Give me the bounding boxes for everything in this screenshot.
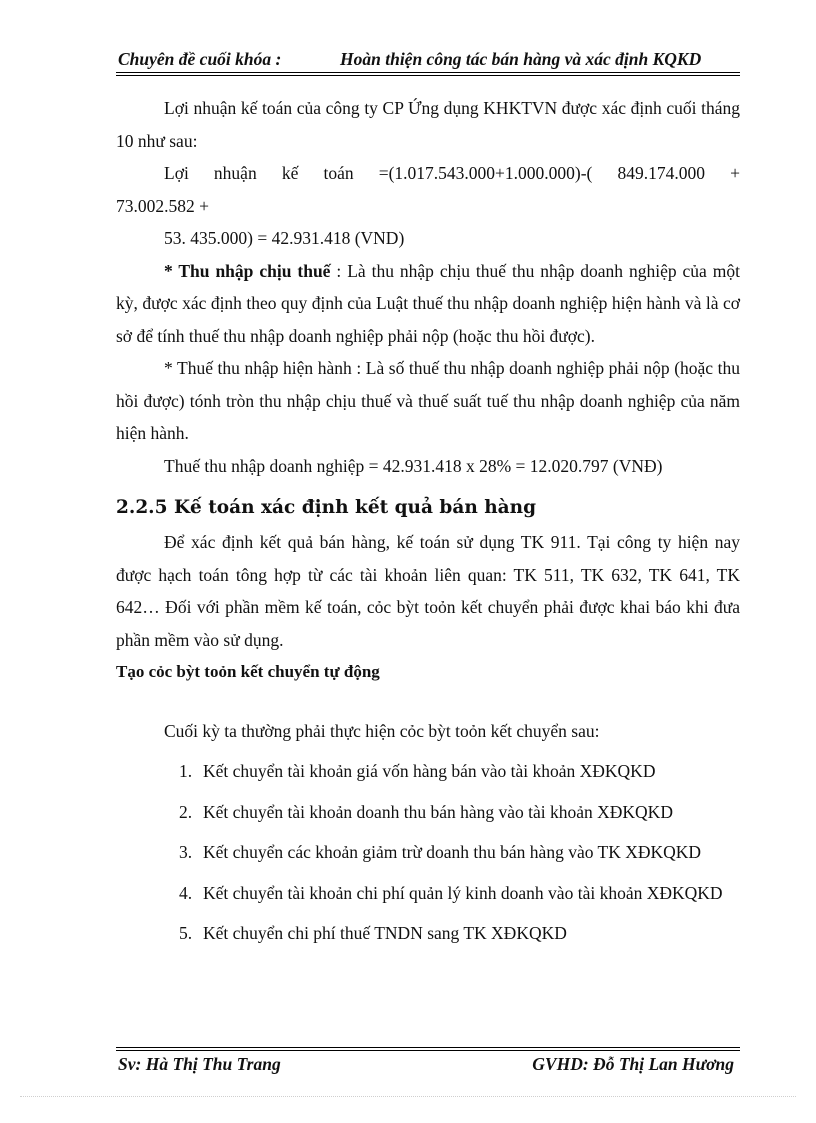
list-text: Kết chuyển tài khoản doanh thu bán hàng vào tài khoản XĐKQKD (203, 801, 673, 822)
list-text: Kết chuyển chi phí thuế TNDN sang TK XĐKQKD (203, 923, 567, 943)
header-rule (116, 72, 740, 73)
paragraph-profit-intro: Lợi nhuận kế toán của công ty CP Ứng dụng KHKTVN được xác định cuối tháng 10 như sau: (116, 98, 740, 151)
list-text: Kết chuyển các khoản giảm trừ doanh thu bán hàng vào TK XĐKQKD (203, 842, 702, 862)
footer-rule-thin (116, 1047, 740, 1048)
list-number: 2. (179, 801, 193, 822)
term-taxable-income: * Thu nhập chịu thuế (164, 260, 331, 281)
closing-entries-list (116, 755, 740, 950)
header-right: Hoàn thiện công tác bán hàng và xác định KQKD (340, 49, 702, 69)
paragraph-tax-calc: Thuế thu nhập doanh nghiệp = 42.931.418 x 28% = 12.020.797 (VNĐ) (164, 455, 663, 476)
page-body (116, 92, 740, 950)
taxable-income-definition: : Là thu nhập chịu thuế thu nhập doanh nghiệp của một kỳ, được xác định theo quy định của Luật thuế thu nhập doanh nghiệp hiện hành và là cơ sở để tính thuế thu nhập doanh nghiệp phải nộp (hoặc thu hồi được). (116, 260, 740, 346)
paragraph-profit-result: 53. 435.000) = 42.931.418 (VND) (164, 228, 405, 248)
list-item (116, 877, 740, 910)
list-number: 3. (179, 842, 193, 862)
subsection-title: Tạo cỏc bỳt toỏn kết chuyển tự động (116, 662, 380, 681)
paragraph-current-tax: * Thuế thu nhập hiện hành : Là số thuế thu nhập doanh nghiệp phải nộp (hoặc thu hồi được) tónh tròn thu nhập chịu thuế và thuế suất tuế thu nhập doanh nghiệp của năm hiện hành. (116, 358, 740, 443)
paragraph-sales-result: Để xác định kết quả bán hàng, kế toán sử dụng TK 911. Tại công ty hiện nay được hạch toán tông hợp từ các tài khoản liên quan: TK 511, TK 632, TK 641, TK 642… Đối với phần mềm kế toán, cỏc bỳt toỏn kết chuyển phải được khai báo khi đưa phần mềm vào sử dụng. (116, 532, 740, 650)
paragraph-closing-entries: Cuối kỳ ta thường phải thực hiện cỏc bỳt toỏn kết chuyển sau: (164, 720, 600, 741)
paragraph-profit-formula-cont: 73.002.582 + (116, 195, 209, 216)
list-text: Kết chuyển tài khoản giá vốn hàng bán vào tài khoản XĐKQKD (203, 761, 656, 781)
list-number: 4. (179, 882, 193, 903)
list-item (116, 755, 740, 788)
page-header (116, 47, 740, 73)
page-footer (116, 1052, 740, 1080)
section-heading: 2.2.5 Kế toán xác định kết quả bán hàng (116, 497, 537, 518)
list-number: 5. (179, 923, 193, 943)
header-rule-thin (116, 75, 740, 76)
paragraph-profit-formula: Lợi nhuận kế toán =(1.017.543.000+1.000.000)-( 849.174.000 + (164, 163, 740, 183)
list-text: Kết chuyển tài khoản chi phí quản lý kinh doanh vào tài khoản XĐKQKD (203, 882, 723, 903)
footer-rule (116, 1050, 740, 1051)
footer-supervisor: GVHD: Đỗ Thị Lan Hương (532, 1054, 734, 1074)
list-item (116, 796, 740, 829)
list-number: 1. (179, 761, 193, 781)
header-left: Chuyên đề cuối khóa : (118, 49, 282, 69)
page-edge-dots (20, 1096, 796, 1097)
footer-student: Sv: Hà Thị Thu Trang (118, 1054, 281, 1074)
list-item (116, 917, 740, 950)
list-item (116, 836, 740, 869)
paragraph-taxable-income (116, 255, 740, 353)
